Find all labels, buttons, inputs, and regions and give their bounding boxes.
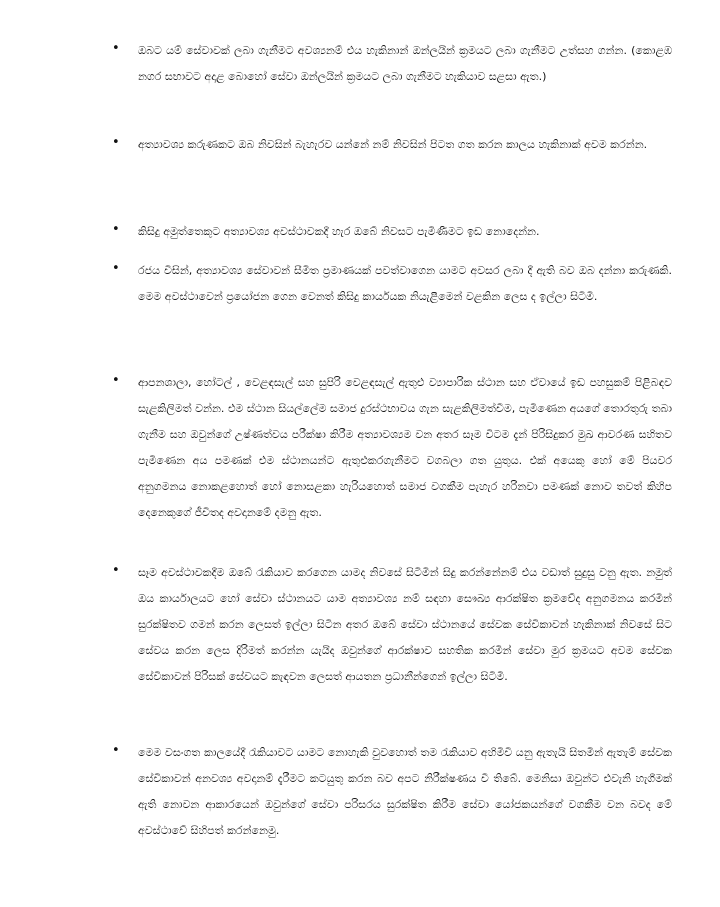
bullet-item-essential-services bbox=[112, 258, 672, 310]
paragraph-business-premises: ආපනශාලා, හෝටල් , වෙළඳසැල් සහ සුපිරි වෙළඳසැල් ඇතුළු ව්‍යාපාරික ස්ථාන සහ ඒවායේ ඉඩ පහසුකම් පිළිබඳව සැළකිලිමත් වන්න. එම ස්ථාන සියල්ලේම සමාජ දුරස්ථභාවය ගැන සැළකිලිමත්වීම, පැමිණෙන අයගේ තොරතුරු තබා ගැනීම සහ ඔවුන්ගේ උෂ්ණත්වය පරීක්ෂා කිරීම අත්‍යාවශ්‍යම වන අතර සෑම විටම දැන් පිරිසිදුකර මුඛ ආවරණ සහිතව පැමිණෙන අය පමණක් එම ස්ථානයන්ට ඇතුළුකරගැනීමට වගබලා ගත යුතුය. එක් අයෙකු හෝ මේ පියවර අනුගමනය නොකළහොත් හෝ නොසළකා හැරියහොත් සමාජ වගකීම පැහැර හරිනවා පමණක් නොව තවත් කිහිප දෙනෙකුගේ ජීවිතද අවදානමේ දමනු ඇත. bbox=[138, 376, 672, 519]
paragraph-work-from-home: සෑම අවස්ථාවකදීම ඔබේ රැකියාව කරගෙන යාමද නිවසේ සිටිමින් සිදු කරන්නේනම් එය වඩාත් සුදුසු වනු ඇත. නමුත් ඔය කාර්යාලයට හෝ සේවා ස්ථානයට යාම අත්‍යාවශ්‍ය නම් සඳහා සෞඛ්‍ය ආරක්ෂිත ක්‍රමවේද අනුගමනය කරමින් සුරක්ෂිතව ගමන් කරන ලෙසත් ඉල්ලා සිටින අතර ඔබේ සේවා ස්ථානයේ සේවක සේවිකාවන් හැකිනාක් නිවසේ සිට සේවය කරන ලෙස දිරිමත් කරන්න යැයිද ඔවුන්ගේ ආරක්ෂාව සහතික කරමින් සේවා මුර ක්‍රමයට අවම සේවක සේවිකාවන් පිරිසක් සේවයට කැඳවන ලෙසත් ආයතන ප්‍රධානීන්ගෙන් ඉල්ලා සිටිමි. bbox=[138, 566, 673, 683]
bullet-icon: • bbox=[112, 743, 120, 758]
paragraph-limit-time-outside: අත්‍යාවශ්‍ය කරුණකට ඔබ නිවසින් බැහැරව යන්නේ නම් නිවසින් පිටත ගත කරන කාලය හැකිනාක් අවම කරන්න. bbox=[138, 138, 648, 151]
bullet-item-work-from-home bbox=[112, 560, 672, 690]
bullet-icon: • bbox=[112, 563, 120, 578]
paragraph-essential-services: රජය විසින්, අත්‍යාවශ්‍ය සේවාවන් සීමිත ප්‍රමාණයක් පවත්වාගෙන යාමට අවසර ලබා දී ඇති බව ඔබ දන්නා කරුණකි. මෙම අවස්ථාවෙන් ප්‍රයෝජන ගෙන වෙනත් කිසිදු කාර්යයක නියැළීමෙන් වළකින ලෙස ද ඉල්ලා සිටිමි. bbox=[138, 264, 672, 303]
paragraph-employee-safety: මෙම වසංගත කාලයේදී රැකියාවට යාමට නොහැකි වුවහොත් තම රැකියාව අහිමිවී යනු ඇතැයි සිතමින් ඇතැම් සේවක සේවිකාවන් අනවශ්‍ය අවදානම් දැරීමට කටයුතු කරන බව අපට නිරීක්ෂණය වී තිබේ. මෙනිසා ඔවුන්ට එවැනි හැගීමක් ඇති නොවන ආකාරයෙන් ඔවුන්ගේ සේවා පරිසරය සුරක්ෂිත කිරීම සේවා යෝජකයන්ගේ වගකීම වන බවද මේ අවස්ථාවේ සිහිපත් කරන්නෙමු. bbox=[138, 746, 672, 837]
paragraph-online-services: ඔබට යම් සේවාවක් ලබා ගැනීමට අවශ්‍යනම් එය හැකිනාන් ඔන්ලයින් ක්‍රමයට ලබා ගැනීමට උත්සහ ගන්න. (කොළඹ නගර සභාවට අදාළ බොහෝ සේවා ඔන්ලයින් ක්‍රමයට ලබා ගැනීමට හැකියාව සළසා ඇත.) bbox=[138, 44, 672, 83]
bullet-item-employee-safety bbox=[112, 740, 672, 844]
bullet-item-no-visitors bbox=[112, 219, 672, 245]
bullet-icon: • bbox=[112, 135, 120, 150]
bullet-icon: • bbox=[112, 261, 120, 276]
bullet-item-business-premises bbox=[112, 370, 672, 526]
bullet-icon: • bbox=[112, 373, 120, 388]
bullet-icon: • bbox=[112, 41, 120, 56]
paragraph-no-visitors: කිසිදු අමුත්තෙකුට අත්‍යාවශ්‍ය අවස්ථාවකදී හැර ඔබේ නිවසට පැමිණීමට ඉඩ නොදෙන්න. bbox=[138, 225, 540, 238]
bullet-icon: • bbox=[112, 222, 120, 237]
bullet-item-limit-time-outside bbox=[112, 132, 672, 158]
bullet-item-online-services bbox=[112, 38, 672, 90]
